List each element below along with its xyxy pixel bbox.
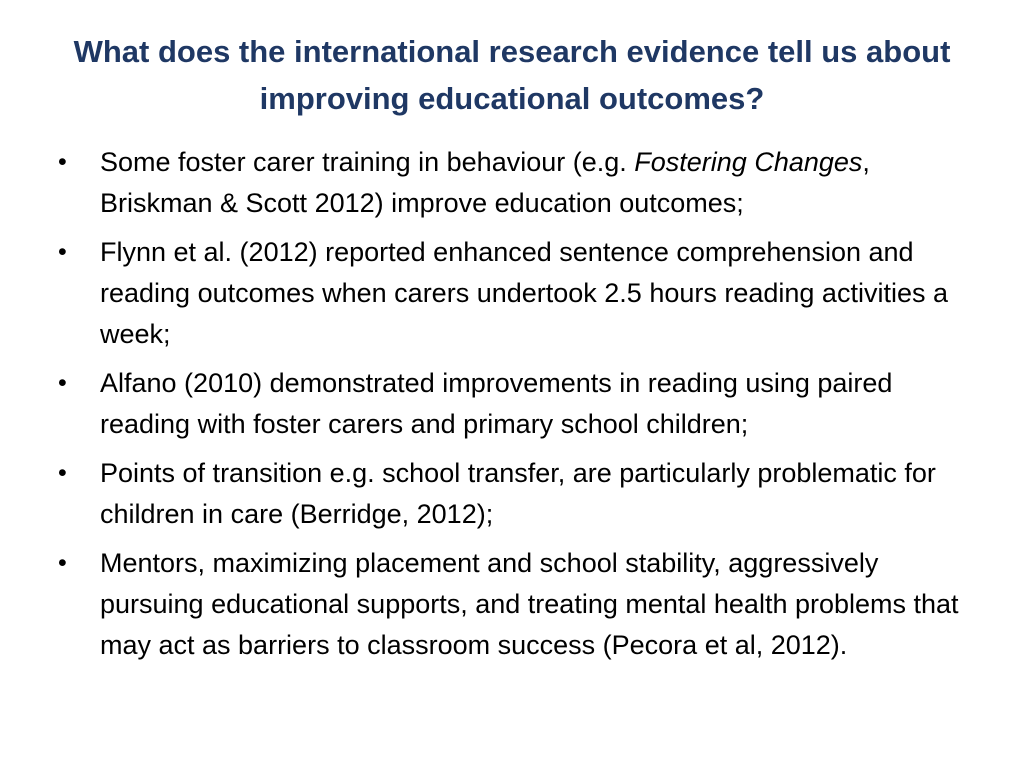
bullet-item-flynn [56, 232, 976, 355]
bullet-text: Mentors, maximizing placement and school stability, aggressively pursuing educational supports, and treating mental health problems that may act as barriers to classroom success (Pecora et al, 2012). [100, 548, 959, 660]
bullet-marker: • [58, 549, 67, 577]
bullet-item-foster-training [56, 142, 976, 224]
bullet-text: Alfano (2010) demonstrated improvements in reading using paired reading with foster carers and primary school children; [100, 368, 893, 439]
bullet-marker: • [58, 459, 67, 487]
bullet-marker: • [58, 238, 67, 266]
bullet-item-alfano [56, 363, 976, 445]
bullet-text: Points of transition e.g. school transfer, are particularly problematic for children in care (Berridge, 2012); [100, 458, 936, 529]
bullet-text-pre: Some foster carer training in behaviour (e.g. [100, 147, 635, 177]
bullet-item-transition [56, 453, 976, 535]
bullet-item-mentors [56, 543, 976, 666]
bullet-marker: • [58, 369, 67, 397]
bullet-list [56, 142, 976, 674]
bullet-text-italic: Fostering Changes [634, 147, 863, 177]
slide-title: What does the international research evidence tell us about improving educational outcomes? [73, 34, 951, 116]
bullet-marker: • [58, 148, 67, 176]
bullet-text: Flynn et al. (2012) reported enhanced sentence comprehension and reading outcomes when carers undertook 2.5 hours reading activities a week; [100, 237, 948, 349]
bullet-text-post: , Briskman & Scott 2012) improve education outcomes; [100, 147, 870, 218]
